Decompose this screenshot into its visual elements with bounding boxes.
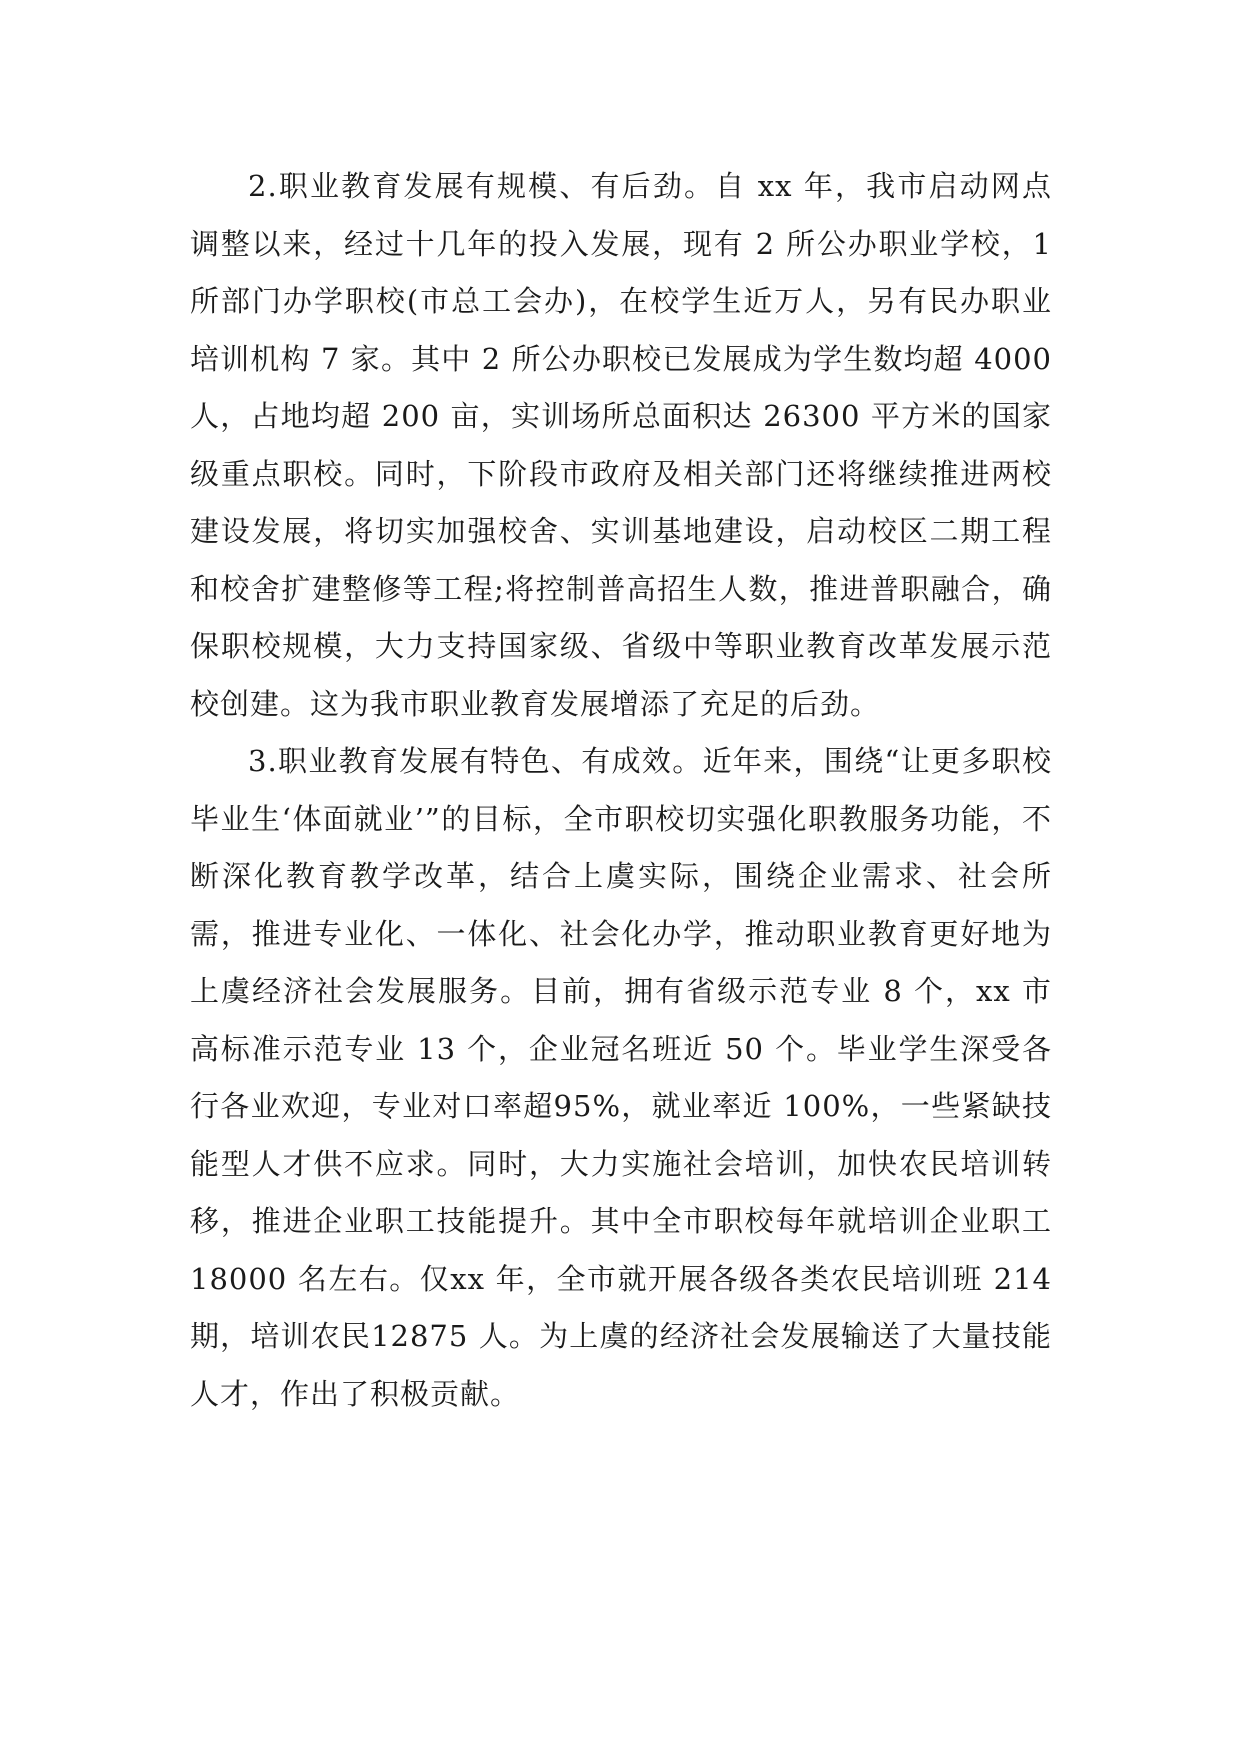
paragraph-vocational-scale: 2.职业教育发展有规模、有后劲。自 xx 年，我市启动网点调整以来，经过十几年的投入发展，现有 2 所公办职业学校，1 所部门办学职校(市总工会办)，在校学生近万人，另有民办职业培训机构 7 家。其中 2 所公办职校已发展成为学生数均超 4000 人，占地均超 200 亩，实训场所总面积达 26300 平方米的国家级重点职校。同时，下阶段市政府及相关部门还将继续推进两校建设发展，将切实加强校舍、实训基地建设，启动校区二期工程和校舍扩建整修等工程;将控制普高招生人数，推进普职融合，确保职校规模，大力支持国家级、省级中等职业教育改革发展示范校创建。这为我市职业教育发展增添了充足的后劲。: [190, 169, 1052, 721]
paragraph-vocational-results: 3.职业教育发展有特色、有成效。近年来，围绕“让更多职校毕业生‘体面就业’”的目标，全市职校切实强化职教服务功能，不断深化教育教学改革，结合上虞实际，围绕企业需求、社会所需，推进专业化、一体化、社会化办学，推动职业教育更好地为上虞经济社会发展服务。目前，拥有省级示范专业 8 个，xx 市高标准示范专业 13 个，企业冠名班近 50 个。毕业学生深受各行各业欢迎，专业对口率超95%，就业率近 100%，一些紧缺技能型人才供不应求。同时，大力实施社会培训，加快农民培训转移，推进企业职工技能提升。其中全市职校每年就培训企业职工 18000 名左右。仅xx 年，全市就开展各级各类农民培训班 214 期，培训农民12875 人。为上虞的经济社会发展输送了大量技能人才，作出了积极贡献。: [190, 744, 1052, 1411]
document-body: [190, 158, 1052, 1423]
